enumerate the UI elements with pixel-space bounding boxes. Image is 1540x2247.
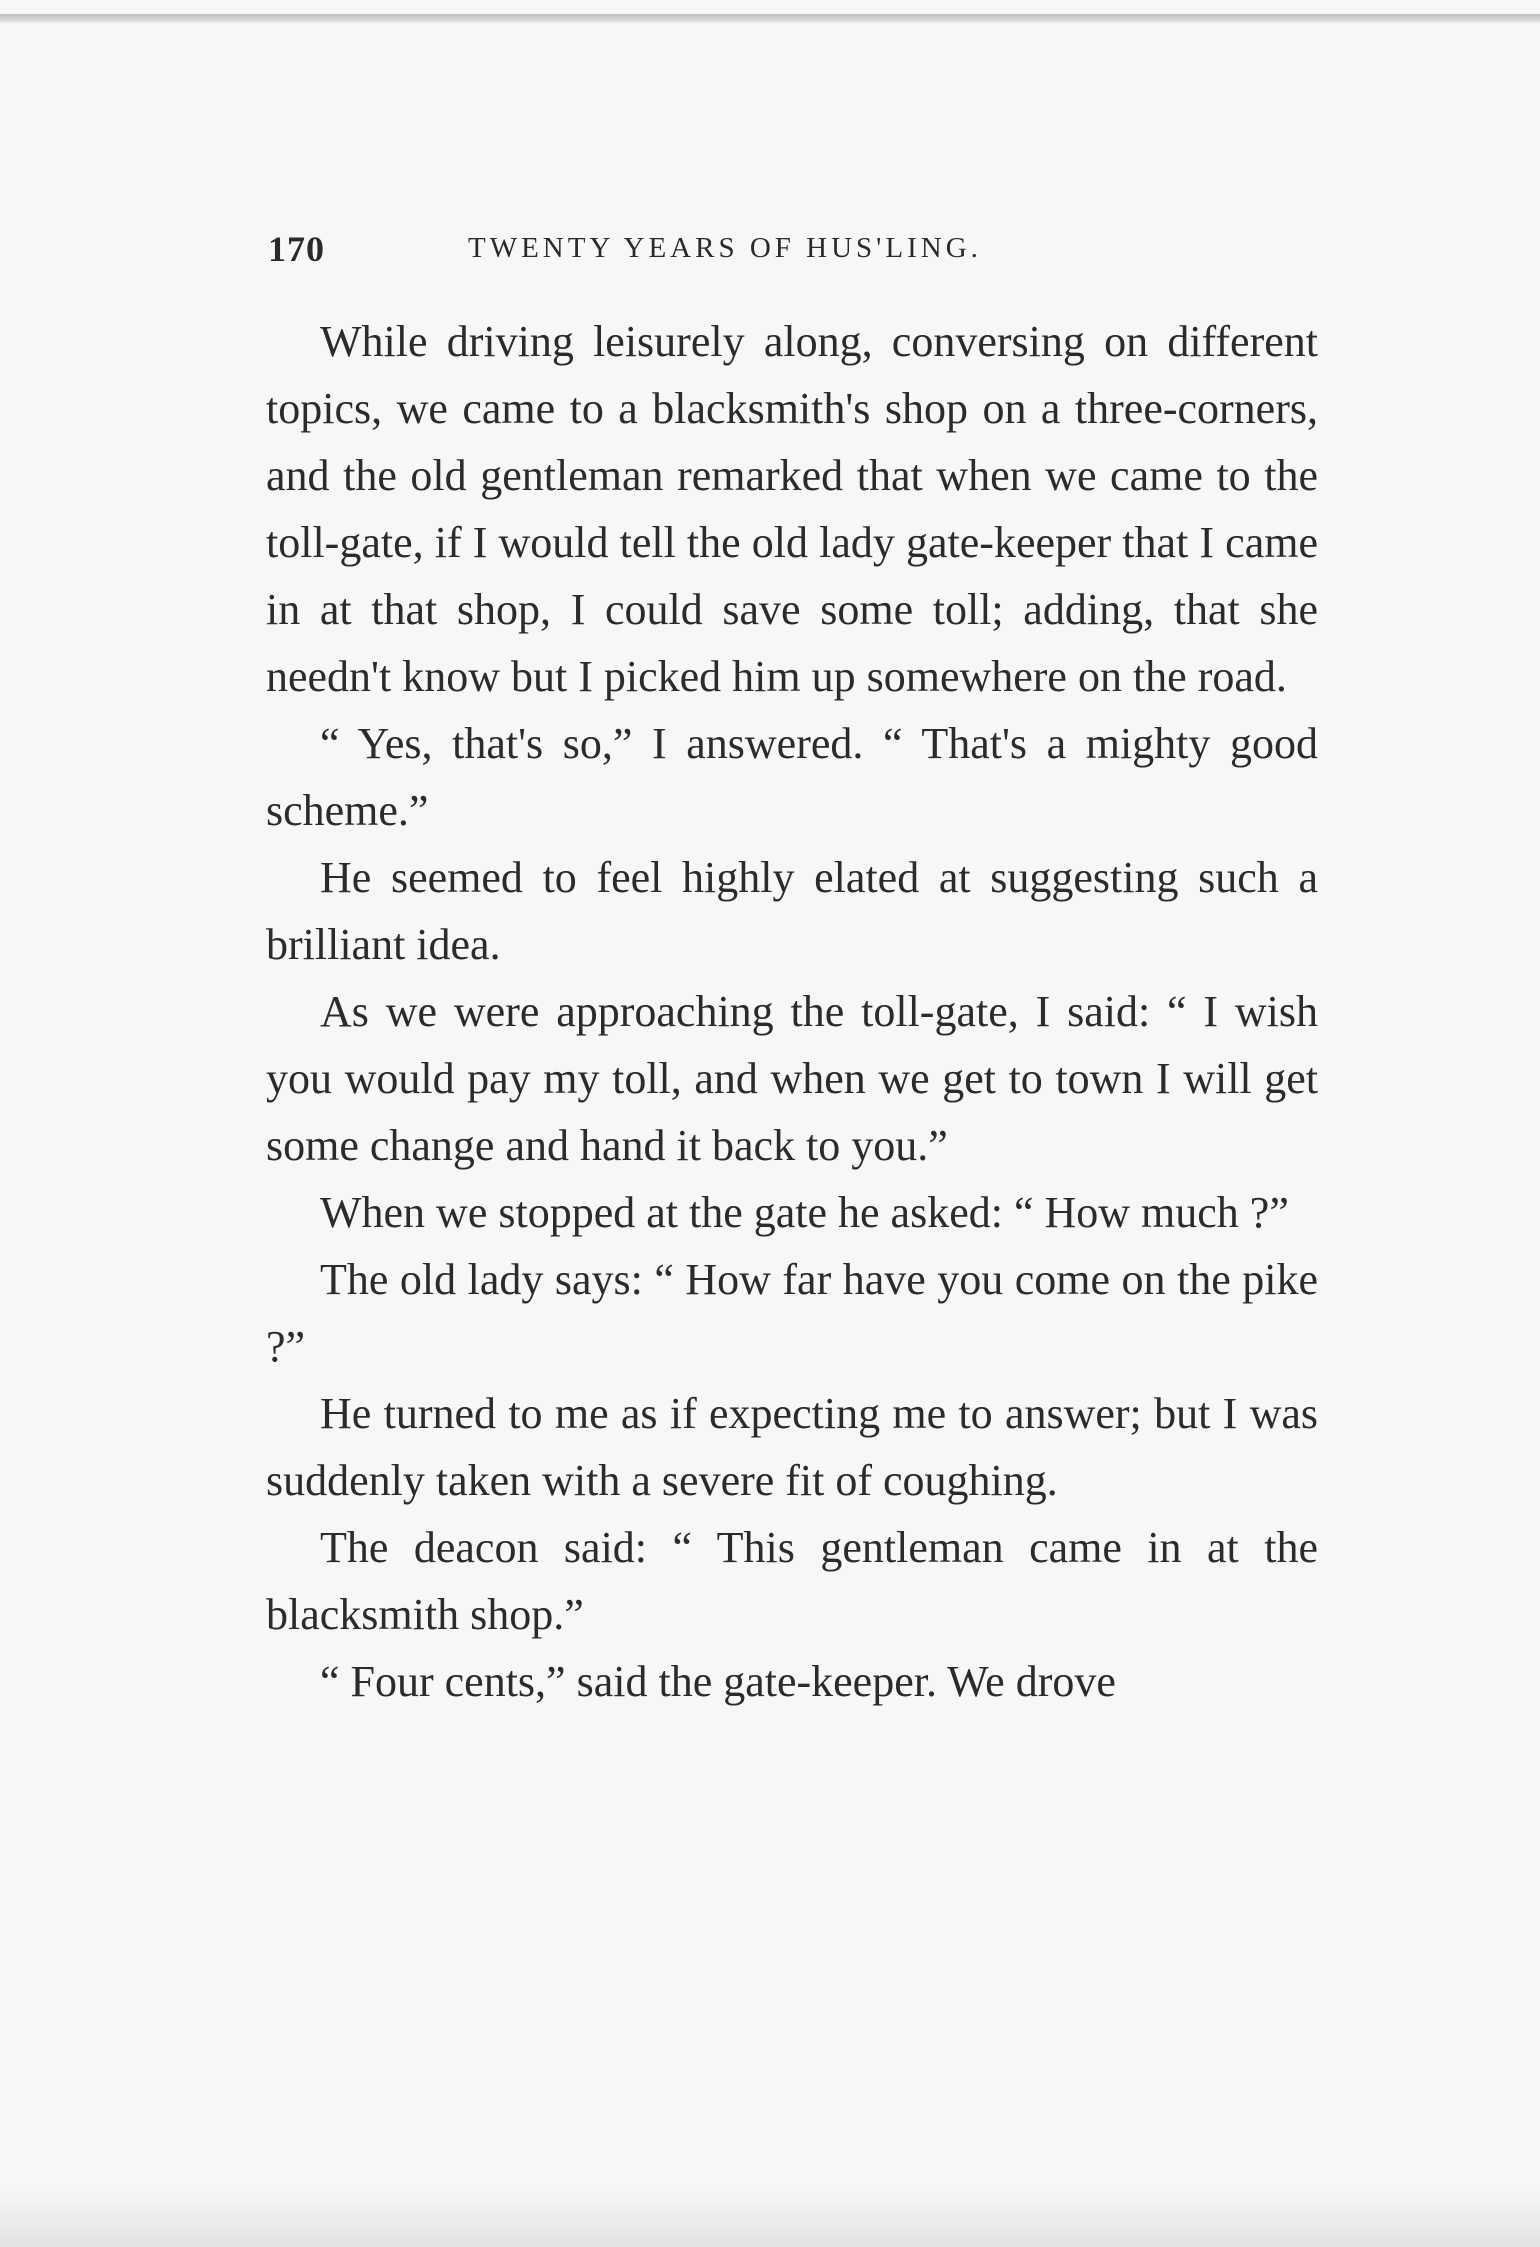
running-title: TWENTY YEARS OF HUS'LING.: [468, 232, 982, 264]
paragraph: He turned to me as if expecting me to answer; but I was suddenly taken with a severe fit of coughing.: [266, 1389, 1318, 1505]
scan-top-edge: [0, 14, 1540, 24]
paragraph: When we stopped at the gate he asked: “ How much ?”: [320, 1188, 1289, 1237]
paragraph: “ Four cents,” said the gate-keeper. We drove: [320, 1657, 1116, 1706]
paragraph: As we were approaching the toll-gate, I said: “ I wish you would pay my toll, and when we get to town I will get some change and hand it back to you.”: [266, 987, 1318, 1170]
body-text: [266, 308, 1318, 1715]
paragraph: The deacon said: “ This gentleman came in at the blacksmith shop.”: [266, 1523, 1318, 1639]
paragraph: “ Yes, that's so,” I answered. “ That's a mighty good scheme.”: [266, 719, 1318, 835]
paragraph: While driving leisurely along, conversing on different topics, we came to a blacksmith's shop on a three-corners, and the old gentleman remarked that when we came to the toll-gate, if I would tell the old lady gate-keeper that I came in at that shop, I could save some toll; adding, that she needn't know but I picked him up somewhere on the road.: [266, 317, 1318, 701]
running-head: [268, 228, 1318, 268]
page-number: 170: [268, 229, 325, 269]
paragraph: The old lady says: “ How far have you come on the pike ?”: [266, 1255, 1318, 1371]
paragraph: He seemed to feel highly elated at suggesting such a brilliant idea.: [266, 853, 1318, 969]
scan-bottom-edge: [0, 2187, 1540, 2247]
